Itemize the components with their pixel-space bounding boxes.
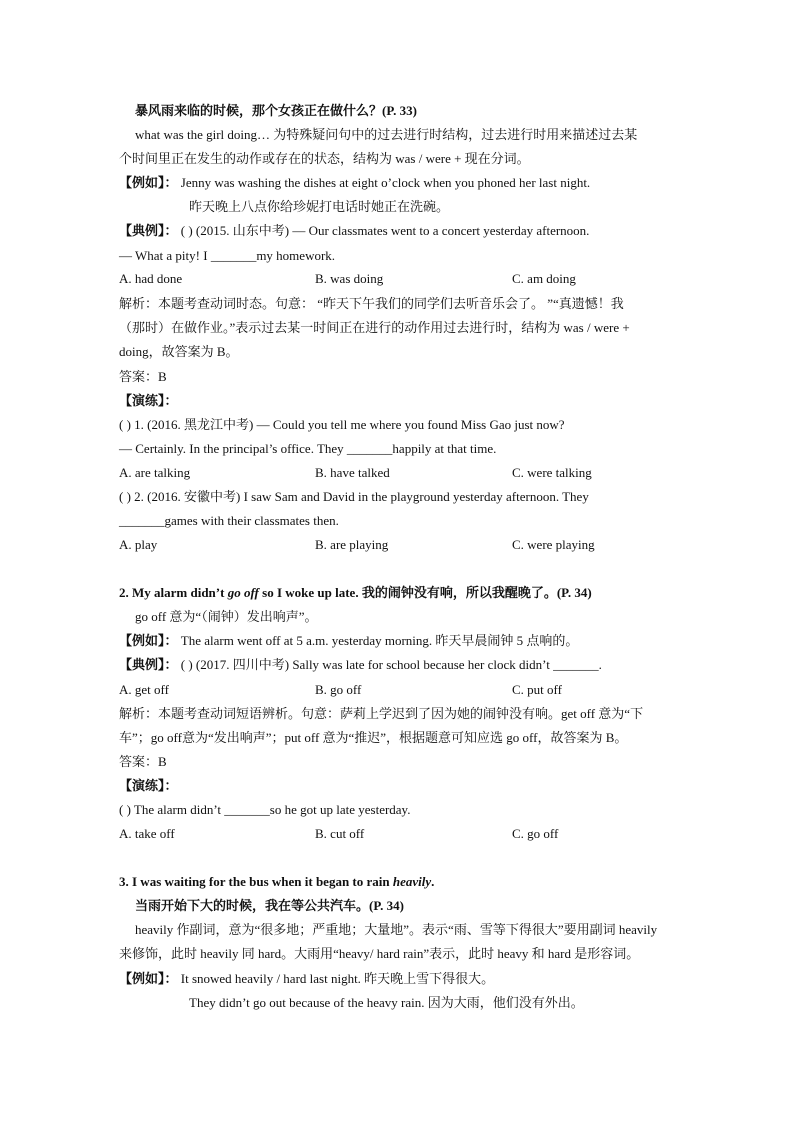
section3-example bbox=[119, 971, 494, 987]
section1-explain-line1: what was the girl doing… 为特殊疑问句中的过去进行时结构，过去进行时用来描述过去某 bbox=[135, 127, 638, 142]
option-c: C. put off bbox=[512, 682, 562, 697]
example-label: 【例如】： bbox=[119, 633, 178, 648]
practice2-line2: _______games with their classmates then. bbox=[119, 513, 339, 528]
option-c: C. am doing bbox=[512, 271, 576, 286]
section2-answer: 答案：B bbox=[119, 754, 167, 769]
heading-text: 3. I was waiting for the bus when it began to rain bbox=[119, 874, 393, 889]
option-b: B. go off bbox=[315, 682, 362, 697]
section2-explain: go off 意为“（闹钟）发出响声”。 bbox=[135, 609, 318, 624]
heading-emphasis: heavily bbox=[392, 874, 432, 889]
example-label: 【例如】： bbox=[119, 971, 178, 986]
section3-explain-line2: 来修饰，此时 heavily 同 hard。大雨用“heavy/ hard rain”表示，此时 heavy 和 hard 是形容词。 bbox=[119, 946, 640, 961]
example-sentence: The alarm went off at 5 a.m. yesterday morning. 昨天早晨闹钟 5 点响的。 bbox=[180, 633, 579, 648]
option-a: A. get off bbox=[119, 682, 169, 697]
option-a: A. play bbox=[119, 537, 158, 552]
example-sentence: It snowed heavily / hard last night. 昨天晚上雪下得很大。 bbox=[180, 971, 495, 986]
option-c: C. were playing bbox=[512, 537, 595, 552]
answer: 答案：B bbox=[119, 369, 167, 384]
section1-heading: 暴风雨来临的时候，那个女孩正在做什么？(P. 33) bbox=[135, 103, 417, 118]
example-sentence-cn: 昨天晚上八点你给珍妮打电话时她正在洗碗。 bbox=[189, 199, 450, 214]
heading-text-rest: . bbox=[431, 874, 435, 889]
practice1-line1: ( ) 1. (2016. 黑龙江中考) — Could you tell me where you found Miss Gao just now? bbox=[119, 417, 565, 432]
option-b: B. have talked bbox=[315, 465, 390, 480]
typical-label: 【典例】： bbox=[119, 657, 178, 672]
example-label: 【例如】： bbox=[119, 175, 178, 190]
practice2-line1: ( ) 2. (2016. 安徽中考) I saw Sam and David in the playground yesterday afternoon. They bbox=[119, 489, 589, 504]
section2-typical-options bbox=[119, 682, 759, 698]
practice-label: 【演练】： bbox=[119, 393, 178, 408]
practice1-options bbox=[119, 465, 759, 481]
section2-analysis-line2: 车”；go off意为“发出响声”；put off 意为“推迟”，根据题意可知应选 go off，故答案为 B。 bbox=[119, 730, 628, 745]
section2-analysis-line1: 解析：本题考查动词短语辨析。句意：萨莉上学迟到了因为她的闹钟没有响。get off 意为“下 bbox=[119, 706, 644, 721]
practice2-options bbox=[119, 537, 759, 553]
typical-question-line2: — What a pity! I _______my homework. bbox=[119, 248, 336, 263]
section3-example-line2: They didn’t go out because of the heavy rain. 因为大雨，他们没有外出。 bbox=[189, 995, 584, 1010]
section2-typical bbox=[119, 657, 602, 673]
heading-text: 2. My alarm didn’t bbox=[119, 585, 228, 600]
section3-explain-line1: heavily 作副词，意为“很多地；严重地；大量地”。表示“雨、雪等下得很大”要用副词 heavily bbox=[135, 922, 658, 937]
option-b: B. was doing bbox=[315, 271, 384, 286]
option-b: B. are playing bbox=[315, 537, 389, 552]
section3-heading-cn: 当雨开始下大的时候，我在等公共汽车。(P. 34) bbox=[135, 898, 404, 913]
typical-question-text: ( ) (2017. 四川中考) Sally was late for school because her clock didn’t _______. bbox=[180, 657, 602, 672]
analysis-line3: doing，故答案为 B。 bbox=[119, 344, 239, 359]
section1-example bbox=[119, 175, 590, 191]
typical-label: 【典例】： bbox=[119, 223, 178, 238]
heading-text-rest: so I woke up late. 我的闹钟没有响，所以我醒晚了。(P. 34) bbox=[258, 585, 592, 600]
section2-practice-options bbox=[119, 826, 759, 842]
analysis-line1: 解析：本题考查动词时态。句意： “昨天下午我们的同学们去听音乐会了。 ”“真遗憾！我 bbox=[119, 296, 624, 311]
section2-example bbox=[119, 633, 578, 649]
section2-practice-question: ( ) The alarm didn’t _______so he got up late yesterday. bbox=[119, 802, 411, 817]
option-a: A. had done bbox=[119, 271, 183, 286]
option-a: A. take off bbox=[119, 826, 175, 841]
section1-explain-line2: 个时间里正在发生的动作或存在的状态，结构为 was / were + 现在分词。 bbox=[119, 151, 530, 166]
typical-question-line1 bbox=[119, 223, 589, 239]
practice1-line2: — Certainly. In the principal’s office. They _______happily at that time. bbox=[119, 441, 497, 456]
option-c: C. were talking bbox=[512, 465, 592, 480]
option-a: A. are talking bbox=[119, 465, 191, 480]
typical-options bbox=[119, 271, 759, 287]
section2-practice-label: 【演练】： bbox=[119, 778, 178, 793]
analysis-line2: （那时）在做作业。”表示过去某一时间正在进行的动作用过去进行时，结构为 was / were + bbox=[119, 320, 630, 335]
section2-heading bbox=[119, 585, 592, 601]
example-sentence-en: Jenny was washing the dishes at eight o’clock when you phoned her last night. bbox=[180, 175, 591, 190]
option-b: B. cut off bbox=[315, 826, 365, 841]
option-c: C. go off bbox=[512, 826, 559, 841]
heading-emphasis: go off bbox=[227, 585, 259, 600]
section3-heading bbox=[119, 874, 434, 890]
typical-question-text: ( ) (2015. 山东中考) — Our classmates went to a concert yesterday afternoon. bbox=[180, 223, 590, 238]
